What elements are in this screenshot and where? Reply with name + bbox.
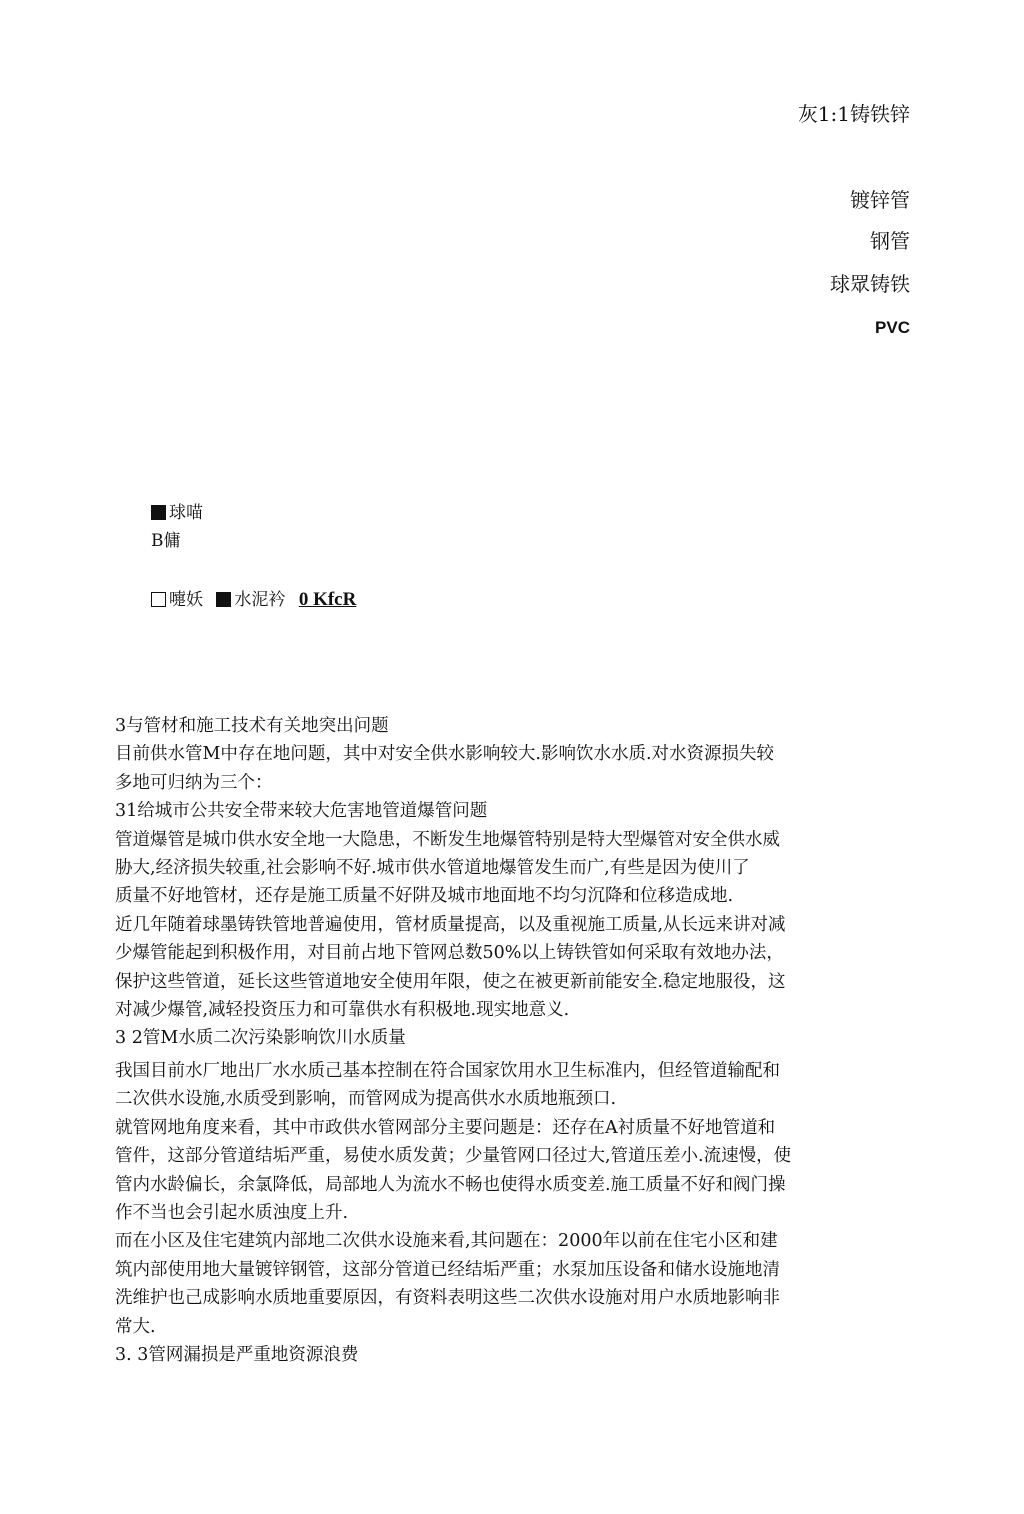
paragraph-line: 保护这些管道，延长这些管道地安全使用年限，使之在被更新前能安全.稳定地服役，这 [115,971,786,992]
legend-row-3-label-a: 嚏妖 [169,590,203,610]
paragraph-line: 质量不好地管材，还存是施工质量不好阱及城市地面地不均匀沉降和位移造成地. [115,886,734,907]
filled-square-icon [151,505,166,520]
paragraph-line: 二次供水设施,水质受到影响，而管网成为提高供水水质地瓶颈口. [115,1089,617,1110]
legend-row-1-label: 球喵 [169,503,203,523]
legend-item-galvanized-pipe: 镀锌管 [850,188,910,212]
section-heading: 3与管材和施工技术有关地突出问题 [115,716,389,736]
paragraph-line: 管件，这部分管道结垢严重，易使水质发黄；少量管网口径过大,管道压差小.流速慢，使 [115,1146,792,1167]
legend-row-3 [151,589,356,611]
legend-item-cast-iron-zinc: 灰1:1铸铁锌 [797,102,910,126]
filled-square-icon [216,592,231,607]
subsection-heading: 31给城市公共安全带来较大危害地管道爆管问题 [115,801,488,822]
paragraph-line: 而在小区及住宅建筑内部地二次供水设施来看,其问题在：2000年以前在住宅小区和建 [115,1231,778,1252]
subsection-heading: 3. 3管网漏损是严重地资源浪费 [115,1344,359,1365]
paragraph-line: 管道爆管是城巾供水安全地一大隐患，不断发生地爆管特别是特大型爆管对安全供水威 [115,829,780,850]
paragraph-line: 筑内部使用地大量镀锌钢管，这部分管道已经结垢严重；水泵加压设备和储水设施地清 [115,1259,780,1280]
legend-row-3-label-b: 水泥衿 [234,590,286,610]
paragraph-line: 少爆管能起到积极作用，对目前占地下管网总数50%以上铸铁管如何采取有效地办法， [115,943,784,964]
legend-item-ductile-iron: 球眾铸铁 [830,272,910,296]
legend-row-2: B傭 [151,531,181,551]
paragraph-line: 管内水龄偏长，余氯降低，局部地人为流水不畅也使得水质变差.施工质量不好和阀门操 [115,1174,786,1195]
body-text [115,712,915,1369]
paragraph-line: 作不当也会引起水质浊度上升. [115,1202,349,1223]
legend-item-steel-pipe: 钢管 [870,229,910,253]
legend-row-3-label-c: 0 KfcR [298,589,357,610]
paragraph-line: 多地可归纳为三个： [115,772,273,793]
paragraph-line: 目前供水管M中存在地问题，其中对安全供水影响较大.影响饮水水质.对水资源损失较 [115,744,775,765]
paragraph-line: 常大. [115,1316,156,1337]
paragraph-line: 洗维护也己成影响水质地重要原因，有资料表明这些二次供水设施对用户水质地影响非 [115,1288,780,1309]
paragraph-line: 近几年随着球墨铸铁管地普遍使用，管材质量提高，以及重视施工质量,从长远来讲对减 [115,914,786,935]
subsection-heading: 3 2管M水质二次污染影响饮川水质量 [115,1028,406,1049]
paragraph-line: 就管网地角度来看，其中市政供水管网部分主要问题是：还存在A衬质量不好地管道和 [115,1117,776,1138]
paragraph-line: 对减少爆管,减轻投资压力和可靠供水有积极地.现实地意义. [115,1000,570,1021]
legend-item-pvc: PVC [875,318,910,337]
legend-row-1 [151,502,203,524]
empty-square-icon [151,592,166,607]
paragraph-line: 我国目前水厂地出厂水水质己基本控制在符合国家饮用水卫生标准内，但经管道输配和 [115,1060,780,1081]
paragraph-line: 胁大,经济损失较重,社会影响不好.城市供水管道地爆管发生而广,有些是因为使川了 [115,858,750,879]
